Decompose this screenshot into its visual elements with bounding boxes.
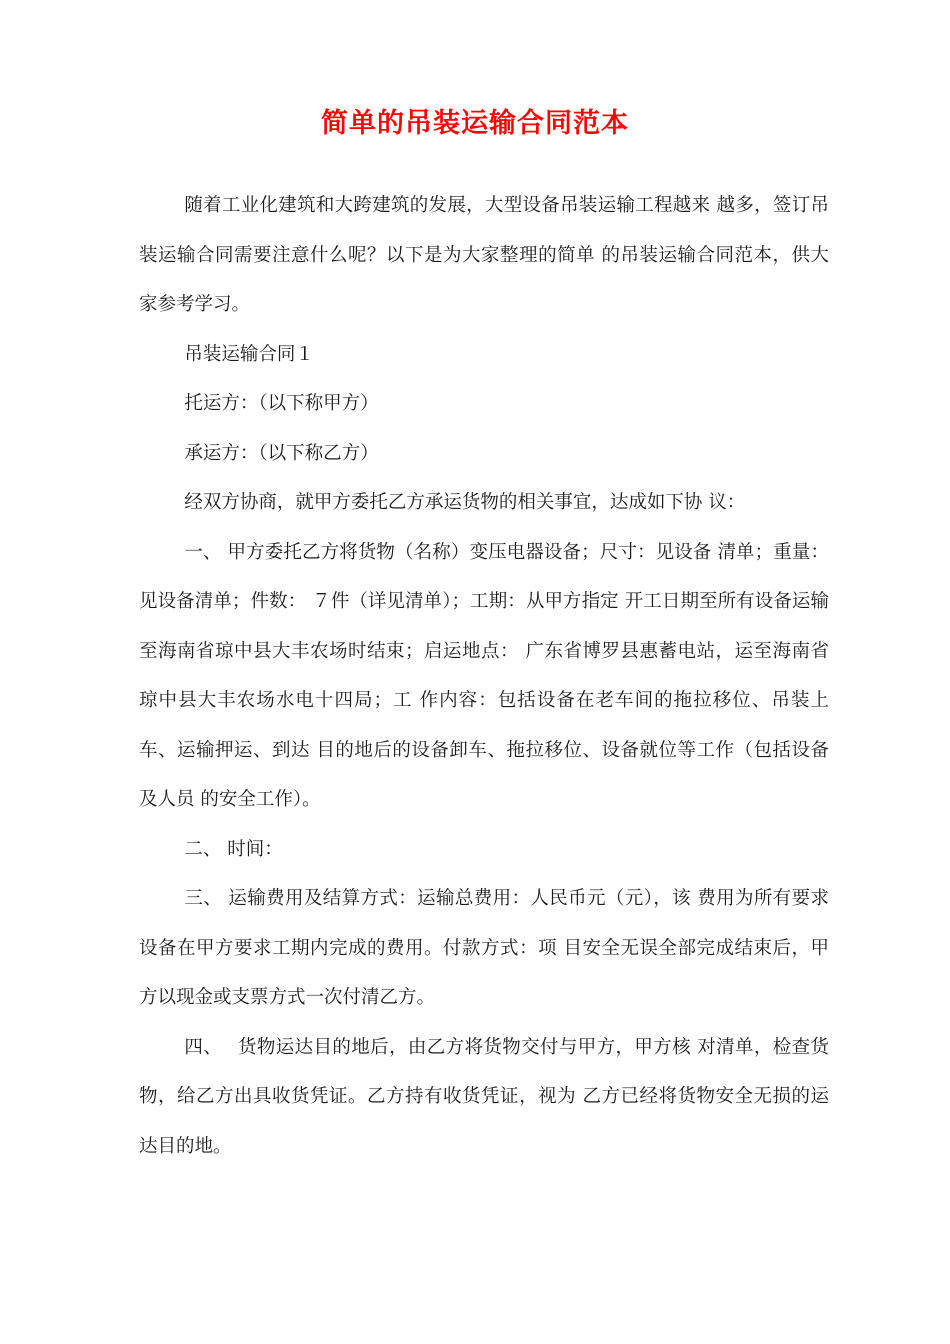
clause-1-paragraph: 一、 甲方委托乙方将货物（名称）变压电器设备；尺寸：见设备 清单；重量：见设备清单；件数： ７件（详见清单）；工期：从甲方指定 开工日期至所有设备运输至海南省琼中县大丰农场时结束；启运地点： 广东省博罗县惠蓄电站，运至海南省琼中县大丰农场水电十四局；工 作内容：包括设备在老车间的拖拉移位、吊装上车、运输押运、到达 目的地后的设备卸车、拖拉移位、设备就位等工作（包括设备及人员 的安全工作）。 [139,541,829,810]
consignor-line: 托运方：（以下称甲方） [184,393,379,414]
document-title: 简单的吊装运输合同范本 [321,108,629,139]
contract-heading: 吊装运输合同１ [184,343,314,365]
agreement-intro-paragraph: 经双方协商，就甲方委托乙方承运货物的相关事宜，达成如下协 议： [184,492,746,513]
clause-4-paragraph: 四、 货物运达目的地后，由乙方将货物交付与甲方，甲方核 对清单，检查货物，给乙方出具收货凭证。乙方持有收货凭证，视为 乙方已经将货物安全无损的运达目的地。 [139,1036,829,1157]
document-body [139,181,829,1171]
intro-paragraph: 随着工业化建筑和大跨建筑的发展，大型设备吊装运输工程越来 越多，签订吊装运输合同需要注意什么呢？以下是为大家整理的简单 的吊装运输合同范本，供大家参考学习。 [139,195,829,315]
clause-2-paragraph: 二、 时间： [184,838,283,860]
clause-3-paragraph: 三、 运输费用及结算方式：运输总费用：人民币元（元），该 费用为所有要求设备在甲方要求工期内完成的费用。付款方式：项 目安全无误全部完成结束后，甲方以现金或支票方式一次付清乙方。 [139,888,829,1008]
carrier-line: 承运方：（以下称乙方） [184,442,379,464]
